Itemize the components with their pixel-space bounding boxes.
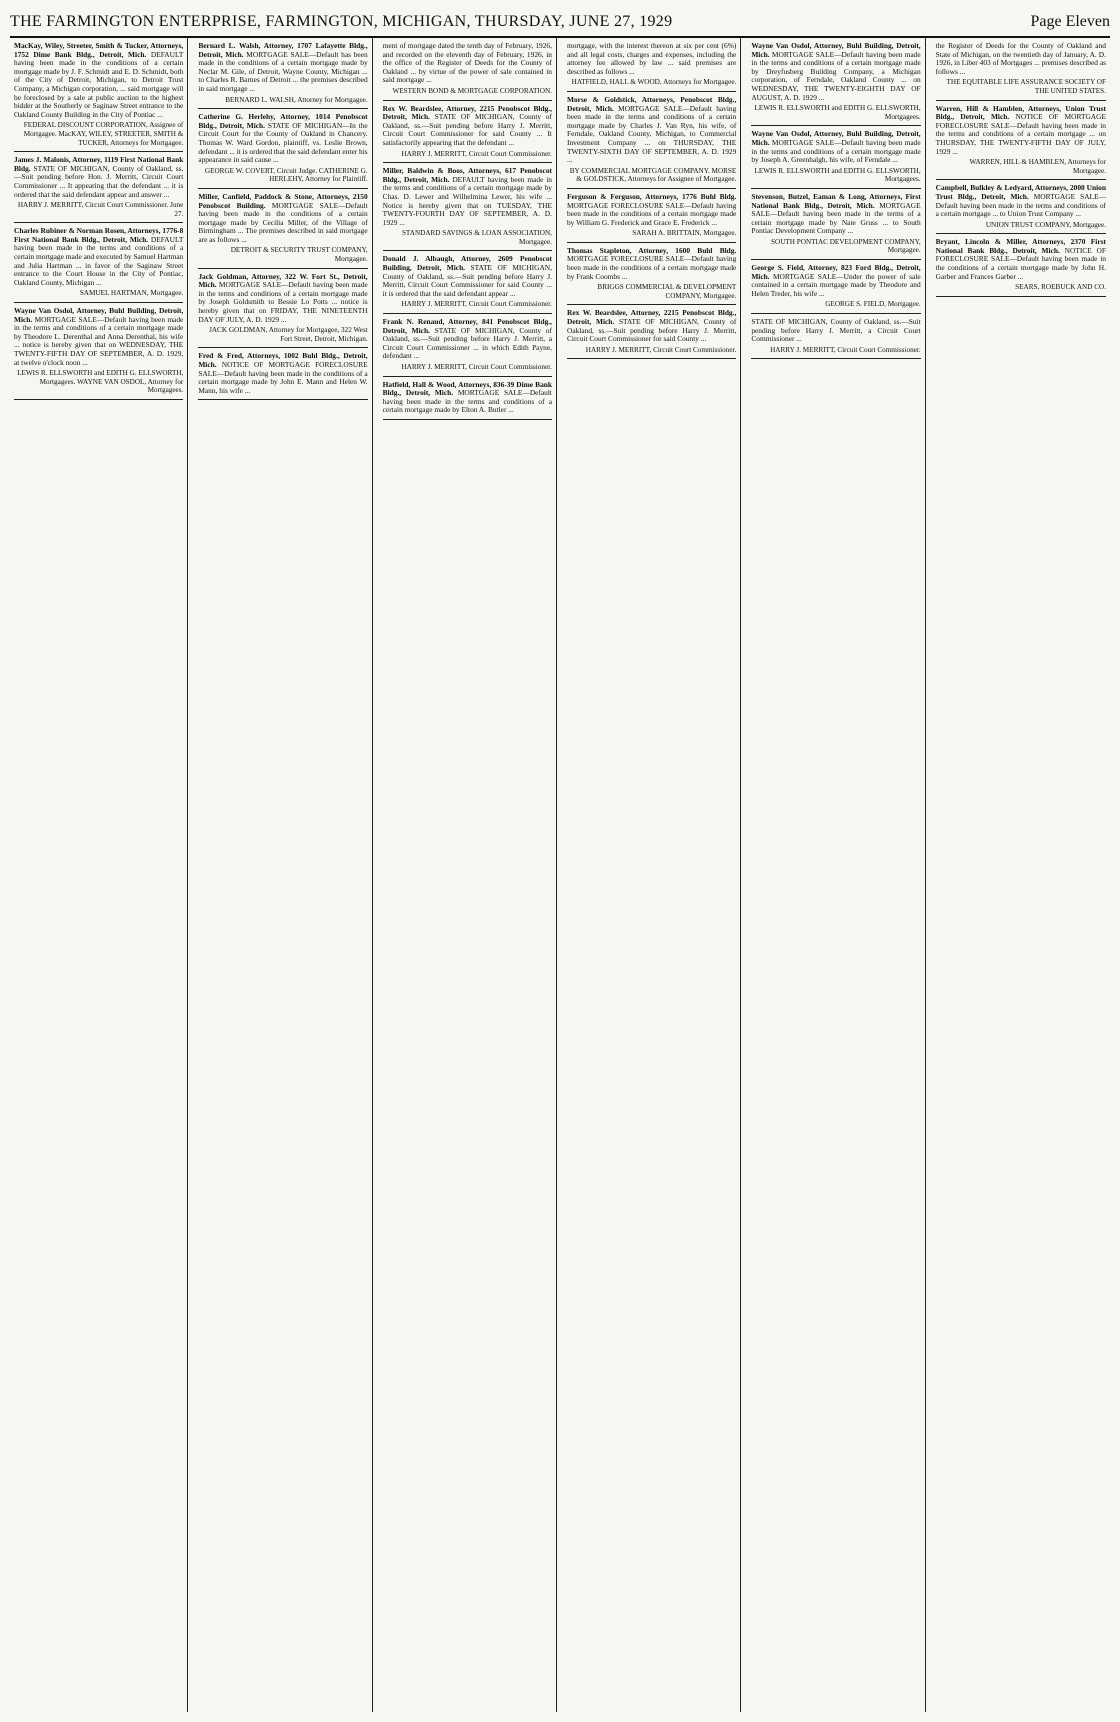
page-number: Page Eleven <box>1030 13 1110 30</box>
notice-signature: HATFIELD, HALL & WOOD, Attorneys for Mortgagee. <box>571 78 737 87</box>
notice-signature: HARRY J. MERRITT, Circuit Court Commissioner. <box>401 300 552 309</box>
divider-rule <box>14 222 183 223</box>
legal-notice <box>751 193 920 255</box>
divider-rule <box>14 399 183 400</box>
page-title: THE FARMINGTON ENTERPRISE, FARMINGTON, MICHIGAN, THURSDAY, JUNE 27, 1929 <box>10 13 673 30</box>
notice-signature: BY COMMERCIAL MORTGAGE COMPANY. MORSE & GOLDSTICK, Attorneys for Assignee of Mortgagee. <box>569 166 737 184</box>
notice-body: MORTGAGE SALE—Default having been made in the terms and conditions of a certain mortgage made by Dreyfusberg Building Company, a Michigan corporation, of Ferndale, Oakland County ... on WEDNESDAY, THE TWENTY-EIGHTH DAY OF AUGUST, A. D. 1929 ... <box>751 49 921 102</box>
legal-notice <box>198 193 367 264</box>
legal-notice <box>936 105 1106 176</box>
divider-rule <box>14 151 183 152</box>
column-1 <box>10 38 188 1712</box>
column-5 <box>747 38 925 1712</box>
divider-rule <box>751 125 920 126</box>
notice-body: MORTGAGE SALE—Default having been made in the terms and conditions of a certain mortgage made by Elton A. Butler ... <box>382 388 552 415</box>
legal-notice <box>14 307 183 395</box>
notice-body: the Register of Deeds for the County of Oakland and State of Michigan, on the twentieth day of January, A. D. 1926, in Liber 403 of Mortgages ... premises described as follows ... <box>935 41 1106 76</box>
notice-signature: HARRY J. MERRITT, Circuit Court Commissioner. June 27. <box>17 201 184 218</box>
notice-body: ment of mortgage dated the tenth day of February, 1926, and recorded on the eleventh day of February, 1926, in the office of the Register of Deeds for the County of Oakland ... by virtue of the power of sale contained in said mortgage ... <box>382 41 552 85</box>
notice-body: STATE OF MICHIGAN, County of Oakland, ss.—Suit pending before Hon. J. Merritt, Circuit Court Commissioner ... It appearing that the defendant ... it is ordered that the said defendant appear and answer ... <box>14 163 184 199</box>
legal-notice <box>198 113 367 184</box>
notice-heading: Stevenson, Butzel, Eaman & Long, Attorneys, First National Bank Bldg., Detroit, Mich. <box>751 191 921 210</box>
legal-notice <box>198 352 367 395</box>
notice-heading: Wayne Van Osdol, Attorney, Buhl Building, Detroit, Mich. <box>14 306 184 324</box>
notice-heading: Morse & Goldstick, Attorneys, Penobscot Bldg., Detroit, Mich. <box>566 94 737 113</box>
notice-signature: THE EQUITABLE LIFE ASSURANCE SOCIETY OF THE UNITED STATES. <box>946 78 1106 95</box>
notice-heading: Miller, Canfield, Paddock & Stone, Attorneys, 2150 Penobscot Building. <box>198 191 368 210</box>
notice-signature: FEDERAL DISCOUNT CORPORATION, Assignee of Mortgagee. MacKAY, WILEY, STREETER, SMITH & TUCKER, Attorneys for Mortgagee. <box>23 121 184 147</box>
divider-rule <box>198 108 367 109</box>
notices-columns <box>10 38 1110 1712</box>
divider-rule <box>383 313 552 314</box>
divider-rule <box>567 358 736 359</box>
notice-heading: Hatfield, Hall & Wood, Attorneys, 836-39 Dime Bank Bldg., Detroit, Mich. <box>382 379 552 398</box>
legal-notice <box>751 318 920 354</box>
legal-notice <box>383 381 552 415</box>
notice-heading: Ferguson & Ferguson, Attorneys, 1776 Buhl Bldg. <box>566 191 737 201</box>
notice-signature: HARRY J. MERRITT, Circuit Court Commissioner. <box>585 345 737 354</box>
column-3 <box>379 38 557 1712</box>
notice-body: MORTGAGE SALE—Default having been made in the conditions of a certain mortgage made by Cecilia Miller, of the Village of Birmingham ... The premises described in said mortgage are as follows ... <box>198 200 368 244</box>
notice-signature: SEARS, ROEBUCK AND CO. <box>1015 283 1106 292</box>
legal-notice <box>14 42 183 147</box>
notice-body: MORTGAGE SALE—Default having been made in the terms and conditions of a certain mortgage made by Theodore L. Derenthal and Anna Derenthal, his wife ... notice is hereby given that on WEDNESDAY, THE TWENTY-FIFTH DAY OF SEPTEMBER, A. D. 1929, at twelve o'clock noon ... <box>14 314 184 367</box>
notice-signature: GEORGE W. COVERT, Circuit Judge. CATHERINE G. HERLEHY, Attorney for Plaintiff. <box>204 166 368 184</box>
page-header <box>10 8 1110 38</box>
notice-signature: HARRY J. MERRITT, Circuit Court Commissioner. <box>401 363 552 371</box>
notice-signature: STANDARD SAVINGS & LOAN ASSOCIATION, Mortgagee. <box>401 229 552 246</box>
legal-notice <box>936 238 1106 292</box>
notice-heading: Charles Rubiner & Norman Rosen, Attorneys, 1776-8 First National Bank Bldg., Detroit, Mich. <box>14 226 184 244</box>
legal-notice <box>936 184 1106 229</box>
notice-body: MORTGAGE SALE—Default having been made in the terms of a certain mortgage made by Nate Gruss ... to South Pontiac Development Company ... <box>751 200 921 236</box>
notice-body: MORTGAGE SALE—Default having been made in the terms and conditions of a certain mortgage ... to Union Trust Company ... <box>935 191 1106 219</box>
notice-heading: Rex W. Beardslee, Attorney, 2215 Penobscot Bldg., Detroit, Mich. <box>382 103 552 122</box>
notice-heading: Miller, Baldwin & Boos, Attorneys, 617 Penobscot Bldg., Detroit, Mich. <box>382 166 552 184</box>
legal-notice <box>567 193 736 238</box>
notice-body: MORTGAGE SALE—Default has been made in the conditions of a certain mortgage made by Neclar M. Gile, of Detroit, Wayne County, Michigan ... to Charles R. Barnes of Detroit ... the premises described in said mortgage ... <box>198 49 368 93</box>
legal-notice <box>14 156 183 218</box>
legal-notice <box>198 273 367 344</box>
notice-body: DEFAULT having been made in the terms and conditions of a certain mortgage made and executed by Samuel Hartman and Julia Hartman ... in favor of the Saginaw Street entrance to the Court House in the City of Pontiac, Oakland County, Michigan ... <box>14 234 184 287</box>
notice-signature: UNION TRUST COMPANY, Mortgagee. <box>985 220 1106 229</box>
divider-rule <box>198 399 367 400</box>
divider-rule <box>567 304 736 305</box>
notice-heading: Campbell, Bulkley & Ledyard, Attorneys, 2000 Union Trust Bldg., Detroit, Mich. <box>935 183 1106 201</box>
notice-body: STATE OF MICHIGAN, County of Oakland, ss.—Suit pending before Harry J. Merritt, Circuit Court Commissioner for said County ... it is ordered that the said defendant appear ... <box>382 263 552 298</box>
notice-body: STATE OF MICHIGAN, County of Oakland, ss.—Suit pending before Harry J. Merritt, a Circuit Court Commissioner ... in which Edith Payne, defendant ... <box>382 325 552 361</box>
legal-notice <box>567 96 736 184</box>
notice-signature: DETROIT & SECURITY TRUST COMPANY, Mortgagee. <box>230 246 368 264</box>
legal-notice <box>14 227 183 298</box>
divider-rule <box>751 358 920 359</box>
notice-signature: BERNARD L. WALSH, Attorney for Mortgagee. <box>225 95 368 104</box>
notice-body: MORTGAGE SALE—Default having been made in the terms and conditions of a certain mortgage made by Charles J. Van Ryn, his wife, of Ferndale, Oakland County, Michigan, to Commercial Investment Company ... on THURSDAY, THE TWENTY-SIXTH DAY OF SEPTEMBER, A. D. 1929 ... <box>566 103 737 165</box>
divider-rule <box>936 179 1106 180</box>
legal-notice <box>383 318 552 372</box>
divider-rule <box>936 296 1106 297</box>
notice-body: MORTGAGE FORECLOSURE SALE—Default having been made in the conditions of a certain mortgage made by Frank Coombs ... <box>566 254 737 281</box>
notice-signature: BRIGGS COMMERCIAL & DEVELOPMENT COMPANY, Mortgagee. <box>597 283 737 300</box>
notice-signature: HARRY J. MERRITT, Circuit Court Commissioner. <box>401 149 552 158</box>
legal-notice <box>383 167 552 246</box>
legal-notice <box>567 42 736 87</box>
notice-body: NOTICE OF MORTGAGE FORECLOSURE SALE—Default having been made in the terms and conditions of a certain mortgage ... on THURSDAY, THE TWENTY-FIFTH DAY OF JULY, 1929 ... <box>935 112 1106 156</box>
divider-rule <box>567 242 736 243</box>
notice-body: STATE OF MICHIGAN—In the Circuit Court for the County of Oakland in Chancery. Thomas W. Ward Gordon, plaintiff, vs. Leslie Brown, defendant ... it is ordered that the said defendant enter his appearance in said cause ... <box>198 120 368 165</box>
notice-body: MORTGAGE FORECLOSURE SALE—Default having been made in the conditions of a certain mortgage made by William G. Frederick and Grace E. Frederick ... <box>566 200 737 227</box>
notice-heading: Fred & Fred, Attorneys, 1002 Buhl Bldg., Detroit, Mich. <box>198 351 368 369</box>
notice-signature: HARRY J. MERRITT, Circuit Court Commissioner. <box>770 345 921 354</box>
notice-signature: LEWIS R. ELLSWORTH and EDITH G. ELLSWORTH, Mortgagees. WAYNE VAN OSDOL, Attorney for Mortgagees. <box>17 369 184 395</box>
column-2 <box>194 38 372 1712</box>
legal-notice <box>383 255 552 309</box>
notice-heading: Rex W. Beardslee, Attorney, 2215 Penobscot Bldg., Detroit, Mich. <box>566 308 737 327</box>
notice-body: MORTGAGE SALE—Under the power of sale contained in a certain mortgage made by Theodore and Helen Treder, his wife ... <box>751 271 921 298</box>
notice-body: MORTGAGE SALE—Default having been made in the terms and conditions of a certain mortgage made by Joseph Goldsmith to Bessie Lo Potts ... notice is hereby given that on FRIDAY, THE NINETEENTH DAY OF JULY, A. D. 1929 ... <box>198 280 368 324</box>
notice-heading: Bryant, Lincoln & Miller, Attorneys, 2370 First National Bank Bldg., Detroit, Mich. <box>935 237 1106 255</box>
notice-signature: LEWIS R. ELLSWORTH and EDITH G. ELLSWORTH, Mortgagees. <box>754 166 921 184</box>
notice-body: NOTICE OF FORECLOSURE SALE—Default having been made in the conditions of a certain mortgage made by John H. Garber and Frances Garber ... <box>935 245 1106 281</box>
notice-heading: Wayne Van Osdol, Attorney, Buhl Building, Detroit, Mich. <box>751 129 921 147</box>
notice-heading: Wayne Van Osdol, Attorney, Buhl Building, Detroit, Mich. <box>751 41 921 59</box>
notice-signature: JACK GOLDMAN, Attorney for Mortgagee, 322 West Fort Street, Detroit, Michigan. <box>209 326 368 343</box>
notice-body: STATE OF MICHIGAN, County of Oakland, ss.—Suit pending before Harry J. Merritt, Circuit Court Commissioner for said County ... <box>566 317 737 344</box>
legal-notice <box>567 309 736 354</box>
notice-heading: Frank N. Renaud, Attorney, 841 Penobscot Bldg., Detroit, Mich. <box>382 317 552 335</box>
notice-body: NOTICE OF MORTGAGE FORECLOSURE SALE—Default having been made in the conditions of a certain mortgage made by John E. Mann and Helen W. Mann, his wife ... <box>198 360 368 395</box>
legal-notice <box>751 130 920 184</box>
notice-heading: Bernard L. Walsh, Attorney, 1707 Lafayette Bldg., Detroit, Mich. <box>198 41 368 59</box>
notice-signature: SARAH A. BRITTAIN, Mortgagee. <box>632 229 737 238</box>
divider-rule <box>383 162 552 163</box>
notice-signature: WARREN, HILL & HAMBLEN, Attorneys for Mortgagee. <box>969 158 1106 175</box>
divider-rule <box>936 233 1106 234</box>
notice-body: STATE OF MICHIGAN, County of Oakland, ss.—Suit pending before Harry J. Merritt, a Circuit Court Commissioner ... <box>751 317 921 344</box>
divider-rule <box>198 268 367 269</box>
column-6 <box>932 38 1110 1712</box>
notice-heading: George S. Field, Attorney, 823 Ford Bldg., Detroit, Mich. <box>751 263 921 281</box>
notice-signature: LEWIS R. ELLSWORTH and EDITH G. ELLSWORTH, Mortgagees. <box>754 104 921 121</box>
divider-rule <box>383 100 552 101</box>
legal-notice <box>198 42 367 104</box>
notice-signature: SOUTH PONTIAC DEVELOPMENT COMPANY, Mortgagee. <box>771 237 921 255</box>
legal-notice <box>936 42 1106 96</box>
notice-signature: WESTERN BOND & MORTGAGE CORPORATION. <box>392 86 552 95</box>
divider-rule <box>198 347 367 348</box>
divider-rule <box>567 188 736 189</box>
legal-notice <box>751 264 920 309</box>
notice-heading: Jack Goldman, Attorney, 322 W. Fort St., Detroit, Mich. <box>198 271 368 290</box>
notice-heading: Catherine G. Herlehy, Attorney, 1014 Penobscot Bldg., Detroit, Mich. <box>198 112 368 130</box>
notice-heading: Donald J. Albaugh, Attorney, 2609 Penobscot Building, Detroit, Mich. <box>382 254 552 273</box>
divider-rule <box>14 302 183 303</box>
notice-heading: James J. Malonis, Attorney, 1119 First National Bank Bldg. <box>14 155 184 173</box>
divider-rule <box>383 419 552 420</box>
notice-body: DEFAULT having been made in the conditions of a certain mortgage made by J. F. Schmidt and E. D. Schmidt, both of the City of Detroit, Michigan, to Detroit Trust Company, a Michigan corporation, ... said mortgage will be foreclosed by a sale at public auction to the highest bidder at the Southerly or Saginaw Street entrance to the Oakland County Building in the City of Pontiac ... <box>14 49 184 119</box>
notice-heading: MacKay, Wiley, Streeter, Smith & Tucker, Attorneys, 1752 Dime Bank Bldg., Detroit, Mich. <box>14 41 184 59</box>
divider-rule <box>751 188 920 189</box>
legal-notice <box>751 42 920 121</box>
notice-signature: GEORGE S. FIELD, Mortgagee. <box>825 300 921 309</box>
divider-rule <box>751 259 920 260</box>
notice-body: MORTGAGE SALE—Default having been made in the terms and conditions of a certain mortgage made by Joseph A. Greenhalgh, his wife, of Ferndale ... <box>751 137 921 165</box>
notice-signature: SAMUEL HARTMAN, Mortgagee. <box>79 289 184 298</box>
divider-rule <box>936 100 1106 101</box>
divider-rule <box>383 376 552 377</box>
divider-rule <box>751 313 920 314</box>
divider-rule <box>567 91 736 92</box>
notice-body: STATE OF MICHIGAN, County of Oakland, ss.—Suit pending before Harry J. Merritt, Circuit Court Commissioner for said County ... It satisfactorily appearing that the defendant ... <box>382 112 552 147</box>
divider-rule <box>198 188 367 189</box>
column-4 <box>563 38 741 1712</box>
legal-notice <box>567 247 736 301</box>
legal-notice <box>383 105 552 159</box>
notice-heading: Warren, Hill & Hamblen, Attorneys, Union Trust Bldg., Detroit, Mich. <box>935 103 1106 122</box>
divider-rule <box>383 250 552 251</box>
notice-heading: Thomas Stapleton, Attorney, 1600 Buhl Bldg. <box>566 245 737 255</box>
notice-body: mortgage, with the interest thereon at six per cent (6%) and all legal costs, charges and expenses, including the attorney fee allowed by law ... said premises are described as follows ... <box>566 41 737 76</box>
notice-body: DEFAULT having been made in the terms and conditions of a certain mortgage made by Chas. D. Lewer and Wilhelmina Lewer, his wife ... Notice is hereby given that on TUESDAY, THE TWENTY-FOURTH DAY OF SEPTEMBER, A. D. 1929 ... <box>382 174 552 227</box>
legal-notice <box>383 42 552 96</box>
